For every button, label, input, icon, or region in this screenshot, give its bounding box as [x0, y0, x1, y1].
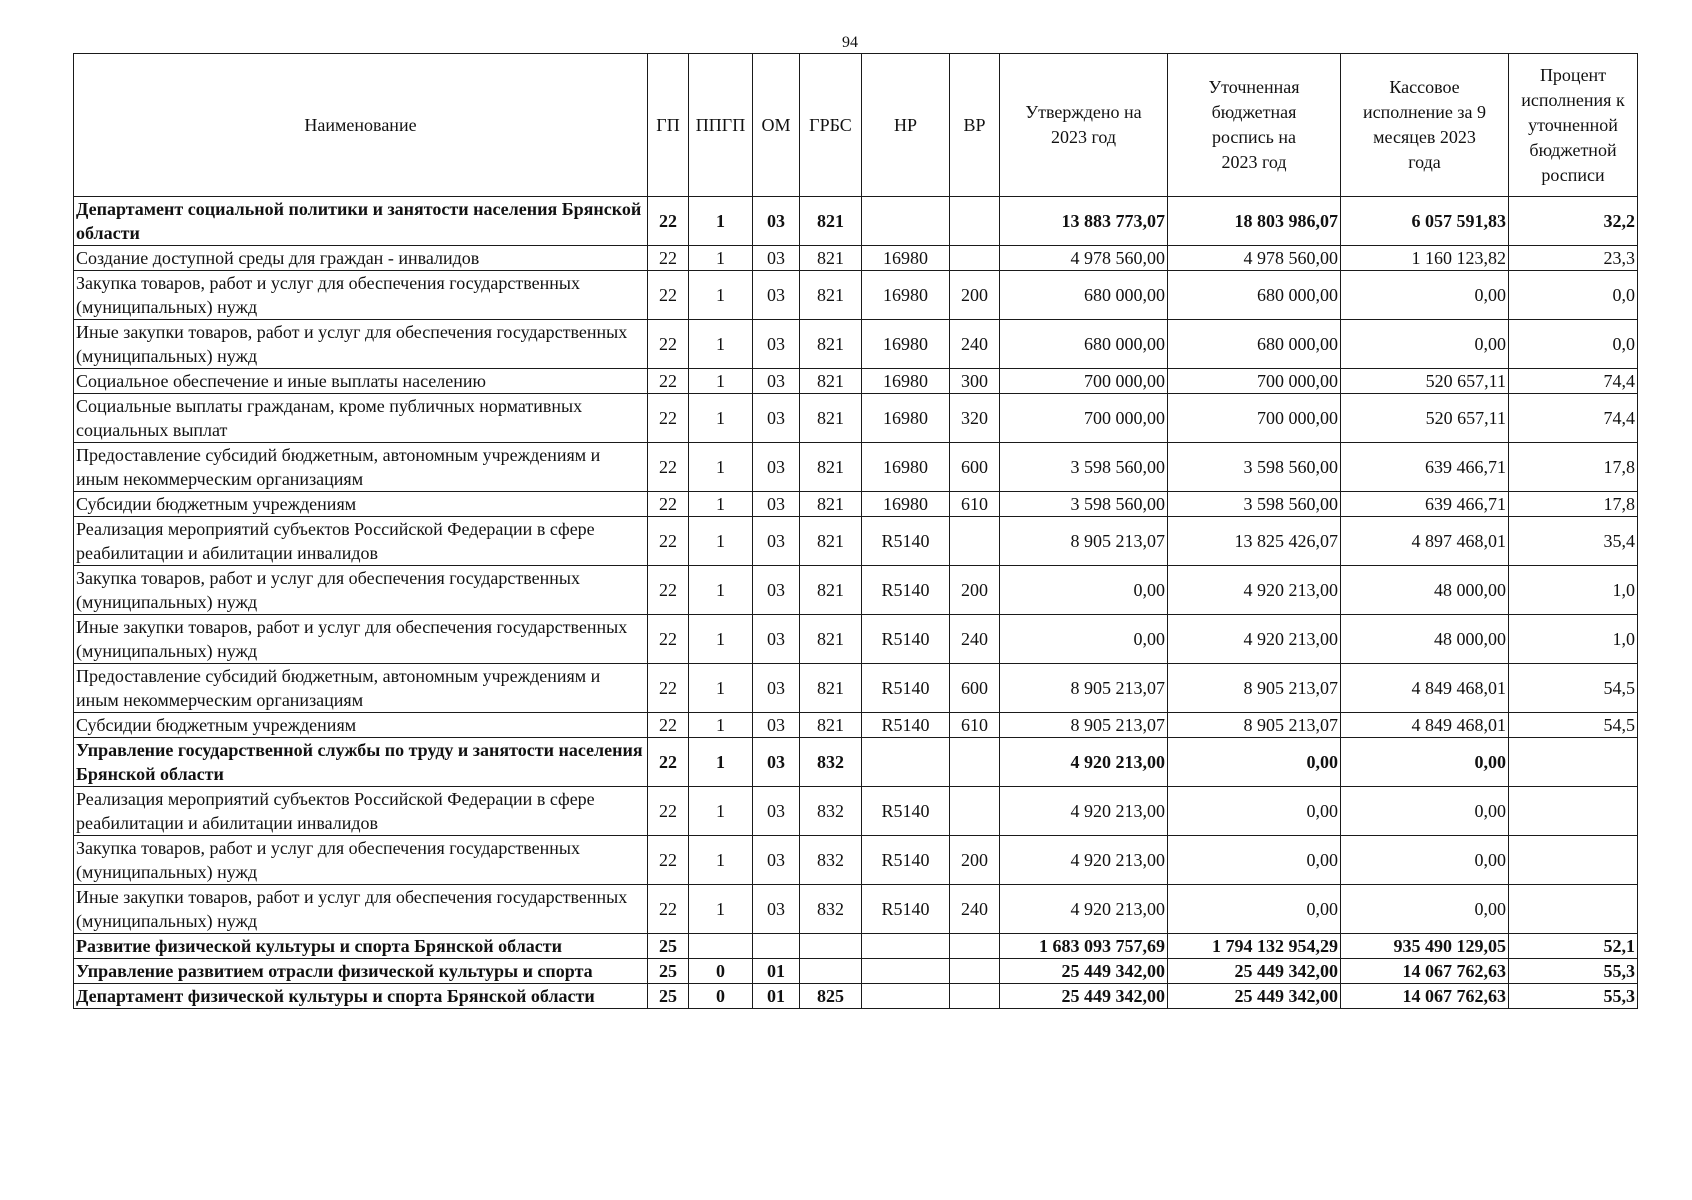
- cell-gp: 22: [648, 713, 689, 738]
- cell-gp: 22: [648, 492, 689, 517]
- cell-approved: 25 449 342,00: [1000, 959, 1168, 984]
- cell-grbs: 821: [800, 517, 862, 566]
- cell-refined: 13 825 426,07: [1168, 517, 1341, 566]
- cell-cash: 14 067 762,63: [1341, 984, 1509, 1009]
- cell-om: 03: [753, 566, 800, 615]
- table-body: [74, 197, 1638, 1009]
- cell-cash: 935 490 129,05: [1341, 934, 1509, 959]
- cell-vr: 240: [950, 320, 1000, 369]
- cell-cash: 0,00: [1341, 836, 1509, 885]
- table-row: [74, 394, 1638, 443]
- cell-ppgp: 1: [689, 271, 753, 320]
- cell-approved: 13 883 773,07: [1000, 197, 1168, 246]
- cell-name: Предоставление субсидий бюджетным, автономным учреждениям и иным некоммерческим организациям: [74, 664, 648, 713]
- cell-approved: 4 920 213,00: [1000, 885, 1168, 934]
- cell-vr: [950, 984, 1000, 1009]
- cell-approved: 680 000,00: [1000, 271, 1168, 320]
- cell-vr: 300: [950, 369, 1000, 394]
- cell-cash: 639 466,71: [1341, 492, 1509, 517]
- cell-percent: 35,4: [1509, 517, 1638, 566]
- cell-ppgp: 1: [689, 787, 753, 836]
- cell-cash: 14 067 762,63: [1341, 959, 1509, 984]
- table-row: [74, 566, 1638, 615]
- cell-om: [753, 934, 800, 959]
- cell-nr: R5140: [862, 615, 950, 664]
- cell-grbs: [800, 959, 862, 984]
- cell-ppgp: 1: [689, 566, 753, 615]
- cell-grbs: 821: [800, 369, 862, 394]
- cell-nr: R5140: [862, 885, 950, 934]
- cell-om: 03: [753, 394, 800, 443]
- cell-vr: [950, 246, 1000, 271]
- cell-vr: 200: [950, 836, 1000, 885]
- cell-approved: 4 920 213,00: [1000, 787, 1168, 836]
- cell-grbs: 832: [800, 787, 862, 836]
- cell-grbs: 821: [800, 566, 862, 615]
- cell-gp: 22: [648, 615, 689, 664]
- table-row: [74, 664, 1638, 713]
- cell-om: 03: [753, 738, 800, 787]
- cell-cash: 0,00: [1341, 320, 1509, 369]
- header-nr: НР: [862, 54, 950, 197]
- cell-vr: [950, 959, 1000, 984]
- table-row: [74, 517, 1638, 566]
- cell-gp: 22: [648, 885, 689, 934]
- table-row: [74, 320, 1638, 369]
- cell-cash: 0,00: [1341, 885, 1509, 934]
- cell-om: 03: [753, 885, 800, 934]
- cell-gp: 22: [648, 664, 689, 713]
- cell-refined: 700 000,00: [1168, 394, 1341, 443]
- cell-percent: 55,3: [1509, 959, 1638, 984]
- cell-grbs: 821: [800, 246, 862, 271]
- cell-percent: [1509, 885, 1638, 934]
- table-row: [74, 836, 1638, 885]
- cell-approved: 700 000,00: [1000, 394, 1168, 443]
- cell-vr: 200: [950, 271, 1000, 320]
- table-row: [74, 271, 1638, 320]
- cell-vr: [950, 197, 1000, 246]
- cell-om: 03: [753, 836, 800, 885]
- cell-grbs: [800, 934, 862, 959]
- cell-gp: 25: [648, 959, 689, 984]
- cell-percent: 23,3: [1509, 246, 1638, 271]
- cell-vr: [950, 787, 1000, 836]
- table-row: [74, 197, 1638, 246]
- cell-nr: 16980: [862, 246, 950, 271]
- header-percent: Процент исполнения к уточненной бюджетной росписи: [1509, 54, 1638, 197]
- budget-table: [73, 53, 1638, 1009]
- cell-vr: 240: [950, 885, 1000, 934]
- cell-cash: 48 000,00: [1341, 566, 1509, 615]
- cell-nr: [862, 197, 950, 246]
- cell-name: Субсидии бюджетным учреждениям: [74, 492, 648, 517]
- header-grbs: ГРБС: [800, 54, 862, 197]
- cell-refined: 680 000,00: [1168, 320, 1341, 369]
- cell-approved: 4 978 560,00: [1000, 246, 1168, 271]
- cell-percent: 32,2: [1509, 197, 1638, 246]
- cell-name: Управление государственной службы по труду и занятости населения Брянской области: [74, 738, 648, 787]
- cell-name: Предоставление субсидий бюджетным, автономным учреждениям и иным некоммерческим организациям: [74, 443, 648, 492]
- cell-vr: 600: [950, 443, 1000, 492]
- cell-percent: 1,0: [1509, 566, 1638, 615]
- cell-grbs: 821: [800, 713, 862, 738]
- cell-ppgp: 1: [689, 369, 753, 394]
- cell-refined: 700 000,00: [1168, 369, 1341, 394]
- cell-refined: 18 803 986,07: [1168, 197, 1341, 246]
- cell-grbs: 825: [800, 984, 862, 1009]
- cell-ppgp: 1: [689, 836, 753, 885]
- cell-grbs: 821: [800, 394, 862, 443]
- cell-ppgp: 1: [689, 664, 753, 713]
- cell-ppgp: 1: [689, 443, 753, 492]
- cell-refined: 0,00: [1168, 787, 1341, 836]
- cell-om: 03: [753, 492, 800, 517]
- cell-grbs: 832: [800, 836, 862, 885]
- table-row: [74, 443, 1638, 492]
- cell-ppgp: 1: [689, 713, 753, 738]
- cell-percent: 0,0: [1509, 271, 1638, 320]
- cell-nr: R5140: [862, 664, 950, 713]
- table-row: [74, 934, 1638, 959]
- cell-name: Департамент социальной политики и занятости населения Брянской области: [74, 197, 648, 246]
- cell-refined: 680 000,00: [1168, 271, 1341, 320]
- cell-nr: [862, 959, 950, 984]
- table-row: [74, 738, 1638, 787]
- cell-om: 03: [753, 787, 800, 836]
- cell-cash: 0,00: [1341, 271, 1509, 320]
- page-number: 94: [842, 34, 858, 51]
- cell-gp: 22: [648, 836, 689, 885]
- cell-vr: [950, 517, 1000, 566]
- cell-approved: 8 905 213,07: [1000, 517, 1168, 566]
- cell-nr: 16980: [862, 271, 950, 320]
- cell-cash: 1 160 123,82: [1341, 246, 1509, 271]
- table-row: [74, 615, 1638, 664]
- cell-refined: 3 598 560,00: [1168, 492, 1341, 517]
- cell-percent: 55,3: [1509, 984, 1638, 1009]
- cell-refined: 0,00: [1168, 885, 1341, 934]
- cell-approved: 4 920 213,00: [1000, 836, 1168, 885]
- cell-refined: 8 905 213,07: [1168, 713, 1341, 738]
- cell-ppgp: 1: [689, 320, 753, 369]
- cell-approved: 3 598 560,00: [1000, 492, 1168, 517]
- cell-ppgp: 1: [689, 885, 753, 934]
- cell-percent: 54,5: [1509, 713, 1638, 738]
- cell-approved: 680 000,00: [1000, 320, 1168, 369]
- cell-grbs: 821: [800, 197, 862, 246]
- cell-refined: 0,00: [1168, 836, 1341, 885]
- cell-refined: 25 449 342,00: [1168, 984, 1341, 1009]
- cell-name: Социальное обеспечение и иные выплаты населению: [74, 369, 648, 394]
- cell-percent: 52,1: [1509, 934, 1638, 959]
- cell-ppgp: 1: [689, 246, 753, 271]
- cell-grbs: 821: [800, 615, 862, 664]
- cell-refined: 4 978 560,00: [1168, 246, 1341, 271]
- cell-ppgp: 1: [689, 197, 753, 246]
- cell-ppgp: 1: [689, 615, 753, 664]
- cell-nr: R5140: [862, 836, 950, 885]
- cell-name: Развитие физической культуры и спорта Брянской области: [74, 934, 648, 959]
- cell-om: 03: [753, 664, 800, 713]
- cell-om: 03: [753, 246, 800, 271]
- cell-gp: 22: [648, 246, 689, 271]
- cell-nr: R5140: [862, 787, 950, 836]
- cell-name: Реализация мероприятий субъектов Российской Федерации в сфере реабилитации и абилитации инвалидов: [74, 517, 648, 566]
- cell-gp: 22: [648, 517, 689, 566]
- table-row: [74, 885, 1638, 934]
- cell-approved: 8 905 213,07: [1000, 713, 1168, 738]
- cell-percent: 17,8: [1509, 492, 1638, 517]
- cell-om: 01: [753, 959, 800, 984]
- cell-om: 03: [753, 369, 800, 394]
- cell-name: Реализация мероприятий субъектов Российской Федерации в сфере реабилитации и абилитации инвалидов: [74, 787, 648, 836]
- cell-approved: 700 000,00: [1000, 369, 1168, 394]
- cell-gp: 22: [648, 566, 689, 615]
- cell-om: 01: [753, 984, 800, 1009]
- cell-vr: 600: [950, 664, 1000, 713]
- cell-refined: 0,00: [1168, 738, 1341, 787]
- cell-grbs: 821: [800, 443, 862, 492]
- cell-name: Создание доступной среды для граждан - инвалидов: [74, 246, 648, 271]
- cell-percent: 17,8: [1509, 443, 1638, 492]
- cell-nr: R5140: [862, 566, 950, 615]
- cell-cash: 48 000,00: [1341, 615, 1509, 664]
- cell-ppgp: 1: [689, 394, 753, 443]
- cell-percent: [1509, 836, 1638, 885]
- cell-ppgp: 1: [689, 738, 753, 787]
- cell-nr: R5140: [862, 517, 950, 566]
- cell-vr: 240: [950, 615, 1000, 664]
- cell-gp: 22: [648, 320, 689, 369]
- cell-approved: 3 598 560,00: [1000, 443, 1168, 492]
- cell-om: 03: [753, 615, 800, 664]
- cell-ppgp: 0: [689, 984, 753, 1009]
- cell-name: Департамент физической культуры и спорта Брянской области: [74, 984, 648, 1009]
- header-refined: Уточненная бюджетная роспись на 2023 год: [1168, 54, 1341, 197]
- cell-grbs: 821: [800, 320, 862, 369]
- cell-grbs: 821: [800, 492, 862, 517]
- header-om: ОМ: [753, 54, 800, 197]
- cell-vr: 320: [950, 394, 1000, 443]
- cell-om: 03: [753, 197, 800, 246]
- header-name: Наименование: [74, 54, 648, 197]
- cell-refined: 4 920 213,00: [1168, 566, 1341, 615]
- cell-gp: 22: [648, 443, 689, 492]
- cell-grbs: 832: [800, 738, 862, 787]
- cell-gp: 25: [648, 934, 689, 959]
- table-row: [74, 492, 1638, 517]
- cell-nr: 16980: [862, 443, 950, 492]
- cell-gp: 22: [648, 271, 689, 320]
- cell-cash: 520 657,11: [1341, 369, 1509, 394]
- cell-gp: 22: [648, 394, 689, 443]
- cell-cash: 4 849 468,01: [1341, 664, 1509, 713]
- cell-name: Управление развитием отрасли физической культуры и спорта: [74, 959, 648, 984]
- cell-nr: [862, 738, 950, 787]
- cell-percent: [1509, 787, 1638, 836]
- table-row: [74, 787, 1638, 836]
- cell-nr: 16980: [862, 394, 950, 443]
- header-gp: ГП: [648, 54, 689, 197]
- cell-approved: 25 449 342,00: [1000, 984, 1168, 1009]
- table-row: [74, 959, 1638, 984]
- cell-ppgp: 1: [689, 492, 753, 517]
- cell-ppgp: 0: [689, 959, 753, 984]
- cell-cash: 4 849 468,01: [1341, 713, 1509, 738]
- cell-percent: 74,4: [1509, 369, 1638, 394]
- cell-percent: [1509, 738, 1638, 787]
- cell-nr: 16980: [862, 492, 950, 517]
- table-row: [74, 984, 1638, 1009]
- cell-refined: 8 905 213,07: [1168, 664, 1341, 713]
- cell-approved: 0,00: [1000, 566, 1168, 615]
- cell-om: 03: [753, 713, 800, 738]
- cell-om: 03: [753, 443, 800, 492]
- cell-refined: 25 449 342,00: [1168, 959, 1341, 984]
- cell-percent: 0,0: [1509, 320, 1638, 369]
- cell-grbs: 821: [800, 271, 862, 320]
- cell-approved: 0,00: [1000, 615, 1168, 664]
- cell-vr: [950, 934, 1000, 959]
- cell-name: Закупка товаров, работ и услуг для обеспечения государственных (муниципальных) нужд: [74, 271, 648, 320]
- header-ppgp: ППГП: [689, 54, 753, 197]
- cell-gp: 22: [648, 738, 689, 787]
- cell-om: 03: [753, 517, 800, 566]
- cell-vr: [950, 738, 1000, 787]
- table-row: [74, 369, 1638, 394]
- cell-nr: R5140: [862, 713, 950, 738]
- cell-name: Иные закупки товаров, работ и услуг для обеспечения государственных (муниципальных) нужд: [74, 885, 648, 934]
- cell-gp: 22: [648, 369, 689, 394]
- table-row: [74, 246, 1638, 271]
- cell-ppgp: 1: [689, 517, 753, 566]
- cell-cash: 520 657,11: [1341, 394, 1509, 443]
- table-row: [74, 713, 1638, 738]
- cell-approved: 1 683 093 757,69: [1000, 934, 1168, 959]
- cell-refined: 1 794 132 954,29: [1168, 934, 1341, 959]
- cell-nr: [862, 984, 950, 1009]
- cell-grbs: 821: [800, 664, 862, 713]
- cell-gp: 25: [648, 984, 689, 1009]
- cell-gp: 22: [648, 197, 689, 246]
- cell-name: Иные закупки товаров, работ и услуг для обеспечения государственных (муниципальных) нужд: [74, 320, 648, 369]
- cell-om: 03: [753, 271, 800, 320]
- cell-vr: 610: [950, 713, 1000, 738]
- header-cash: Кассовое исполнение за 9 месяцев 2023 года: [1341, 54, 1509, 197]
- cell-name: Закупка товаров, работ и услуг для обеспечения государственных (муниципальных) нужд: [74, 566, 648, 615]
- cell-percent: 54,5: [1509, 664, 1638, 713]
- cell-approved: 4 920 213,00: [1000, 738, 1168, 787]
- cell-nr: 16980: [862, 320, 950, 369]
- cell-name: Закупка товаров, работ и услуг для обеспечения государственных (муниципальных) нужд: [74, 836, 648, 885]
- cell-percent: 1,0: [1509, 615, 1638, 664]
- cell-grbs: 832: [800, 885, 862, 934]
- cell-vr: 610: [950, 492, 1000, 517]
- cell-name: Иные закупки товаров, работ и услуг для обеспечения государственных (муниципальных) нужд: [74, 615, 648, 664]
- cell-name: Субсидии бюджетным учреждениям: [74, 713, 648, 738]
- cell-nr: 16980: [862, 369, 950, 394]
- cell-percent: 74,4: [1509, 394, 1638, 443]
- header-vr: ВР: [950, 54, 1000, 197]
- cell-cash: 6 057 591,83: [1341, 197, 1509, 246]
- cell-om: 03: [753, 320, 800, 369]
- header-row: [74, 54, 1638, 197]
- cell-cash: 0,00: [1341, 787, 1509, 836]
- cell-refined: 4 920 213,00: [1168, 615, 1341, 664]
- cell-vr: 200: [950, 566, 1000, 615]
- cell-refined: 3 598 560,00: [1168, 443, 1341, 492]
- cell-ppgp: [689, 934, 753, 959]
- header-approved: Утверждено на 2023 год: [1000, 54, 1168, 197]
- cell-nr: [862, 934, 950, 959]
- cell-cash: 639 466,71: [1341, 443, 1509, 492]
- cell-cash: 0,00: [1341, 738, 1509, 787]
- cell-gp: 22: [648, 787, 689, 836]
- cell-name: Социальные выплаты гражданам, кроме публичных нормативных социальных выплат: [74, 394, 648, 443]
- cell-cash: 4 897 468,01: [1341, 517, 1509, 566]
- cell-approved: 8 905 213,07: [1000, 664, 1168, 713]
